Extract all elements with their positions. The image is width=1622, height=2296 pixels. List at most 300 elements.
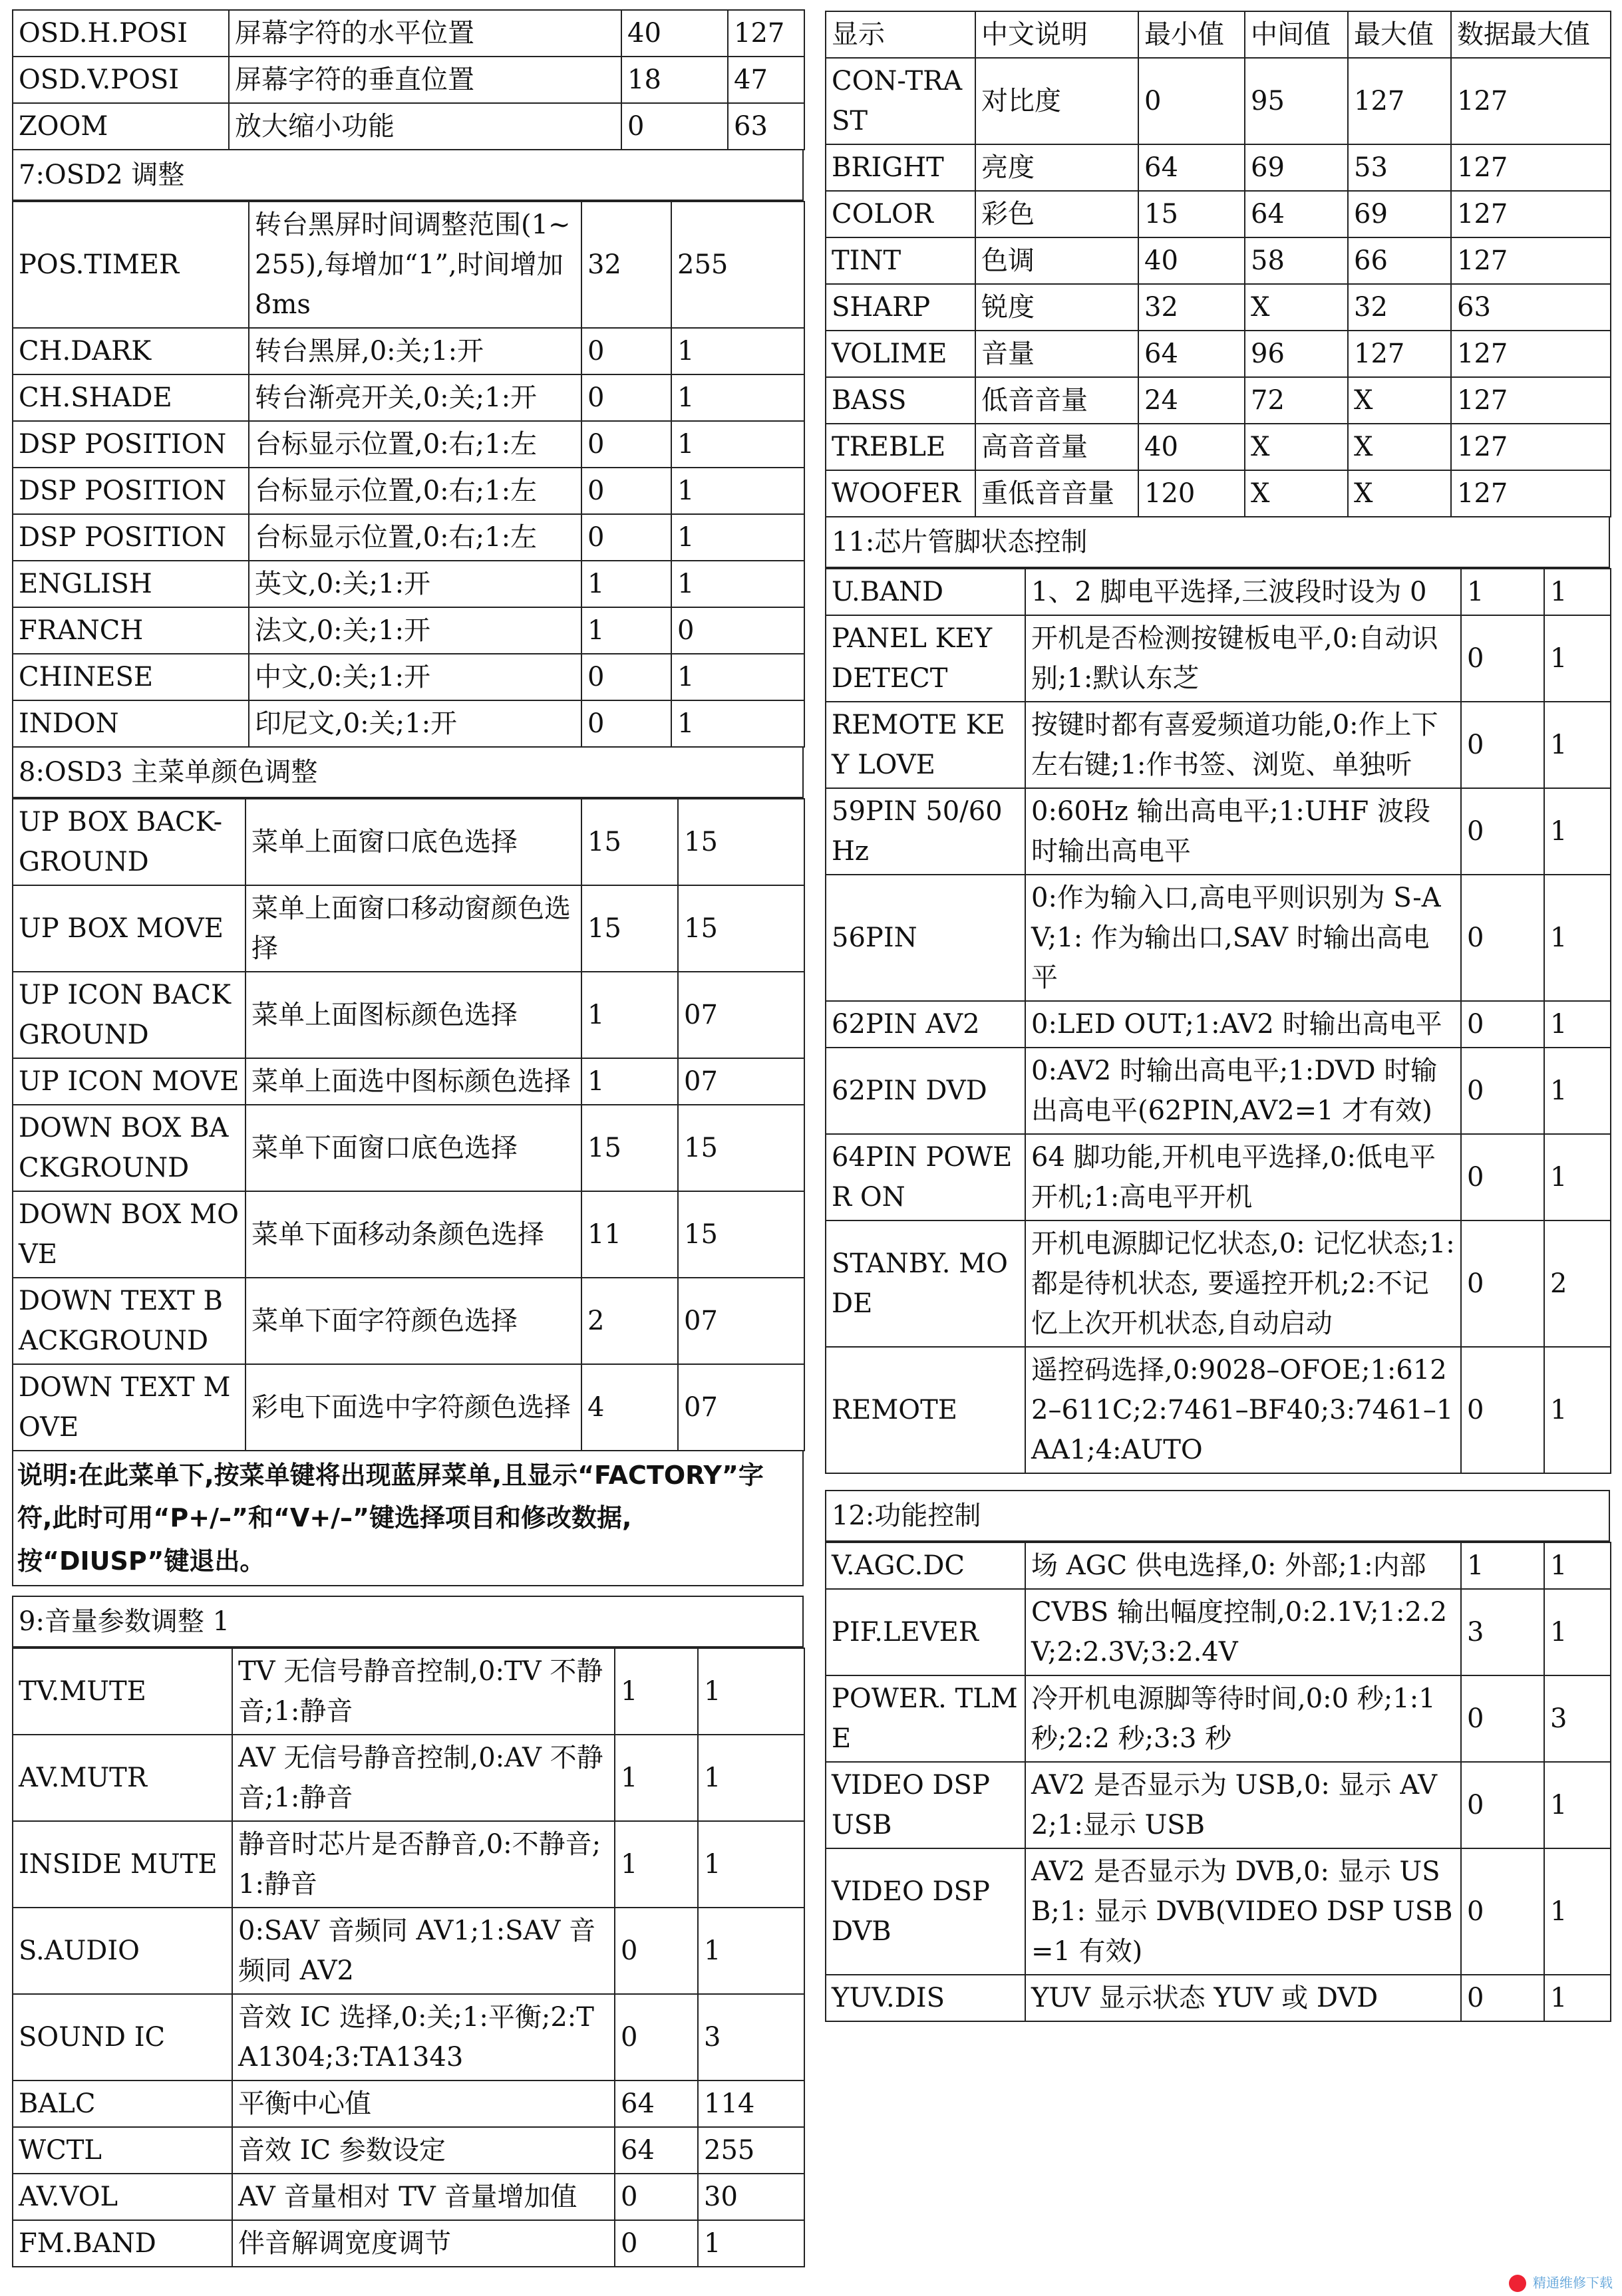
table-row [13,202,804,328]
cell-mid: 72 [1245,377,1348,424]
cell-max: 1 [671,468,804,514]
table-row [826,284,1611,331]
table-row [13,57,804,103]
cell-max: 1 [1544,1975,1611,2021]
cell-mid: 95 [1245,58,1348,144]
cell-desc: 场 AGC 供电选择,0: 外部;1:内部 [1025,1542,1461,1589]
table-row [13,103,804,150]
cell-desc: 0:SAV 音频同 AV1;1:SAV 音频同 AV2 [232,1908,615,1994]
cell-min: 0 [615,2174,698,2220]
header-min: 最小值 [1138,11,1245,58]
cell-dmax: 127 [1451,470,1611,517]
cell-desc: 平衡中心值 [232,2081,615,2127]
cell-max: 1 [1544,615,1611,702]
cell-max: 1 [1544,1848,1611,1975]
cell-code: 62PIN AV2 [826,1001,1025,1048]
cell-desc: 屏幕字符的垂直位置 [229,57,621,103]
cell-max: X [1348,377,1451,424]
cell-code: PANEL KEY DETECT [826,615,1025,702]
cell-code: COLOR [826,191,975,237]
cell-desc: 音效 IC 选择,0:关;1:平衡;2:TA1304;3:TA1343 [232,1994,615,2081]
cell-max: 2 [1544,1220,1611,1347]
cell-code: BALC [13,2081,232,2127]
table-row [13,885,804,972]
cell-desc: AV 音量相对 TV 音量增加值 [232,2174,615,2220]
cell-desc: 屏幕字符的水平位置 [229,10,621,57]
cell-min: 0 [1461,1848,1544,1975]
table-row [13,421,804,468]
table-row [13,10,804,57]
cell-desc: 0:作为输入口,高电平则识别为 S-AV;1: 作为输出口,SAV 时输出高电平 [1025,875,1461,1001]
cell-max: 3 [1544,1675,1611,1762]
cell-max: 255 [671,202,804,328]
cell-min: 15 [581,799,678,885]
cell-max: 32 [1348,284,1451,331]
cell-max: 1 [671,328,804,374]
header-mid: 中间值 [1245,11,1348,58]
cell-desc: 菜单上面窗口移动窗颜色选择 [245,885,581,972]
osd3-note: 说明:在此菜单下,按菜单键将出现蓝屏菜单,且显示“FACTORY”字符,此时可用“P+/–”和“V+/–”键选择项目和修改数据,按“DIUSP”键退出。 [12,1451,804,1587]
cell-min: 40 [621,10,728,57]
cell-desc: 静音时芯片是否静音,0:不静音;1:静音 [232,1821,615,1908]
cell-max: 1 [671,514,804,561]
cell-max: 1 [671,374,804,421]
cell-code: UP BOX BACK-GROUND [13,799,245,885]
cell-desc: AV2 是否显示为 DVB,0: 显示 USB;1: 显示 DVB(VIDEO DSP USB=1 有效) [1025,1848,1461,1975]
cell-min: 0 [1461,1001,1544,1048]
section-title-osd3: 8:OSD3 主菜单颜色调整 [12,748,804,798]
cell-max: 1 [671,654,804,700]
cell-min: 0 [1461,1347,1544,1473]
table-row [826,1048,1611,1134]
table-row [13,1191,804,1278]
table-row [826,424,1611,470]
cell-code: 56PIN [826,875,1025,1001]
cell-min: 24 [1138,377,1245,424]
cell-max: 3 [698,1994,804,2081]
cell-min: 1 [615,1735,698,1821]
cell-code: S.AUDIO [13,1908,232,1994]
cell-code: DSP POSITION [13,421,249,468]
table-row [13,468,804,514]
cell-desc: 音效 IC 参数设定 [232,2127,615,2174]
cell-max: 07 [678,1058,804,1105]
cell-max: 1 [698,2220,804,2267]
cell-dmax: 127 [1451,424,1611,470]
cell-min: 1 [615,1648,698,1735]
cell-max: 07 [678,972,804,1058]
cell-mid: X [1245,284,1348,331]
cell-desc: 菜单下面窗口底色选择 [245,1105,581,1191]
cell-desc: 转台渐亮开关,0:关;1:开 [249,374,581,421]
cell-mid: 58 [1245,237,1348,284]
cell-desc: 转台黑屏,0:关;1:开 [249,328,581,374]
cell-code: CHINESE [13,654,249,700]
table-row [13,2081,804,2127]
cell-code: WCTL [13,2127,232,2174]
watermark-logo-icon [1509,2275,1526,2292]
cell-code: DOWN BOX BACKGROUND [13,1105,245,1191]
table-row [826,1589,1611,1675]
cell-code: DSP POSITION [13,468,249,514]
cell-min: 0 [615,1994,698,2081]
cell-desc: 伴音解调宽度调节 [232,2220,615,2267]
cell-min: 0 [1461,788,1544,875]
cell-min: 40 [1138,424,1245,470]
cell-max: 1 [698,1648,804,1735]
cell-code: TV.MUTE [13,1648,232,1735]
cell-desc: 色调 [975,237,1138,284]
cell-desc: 台标显示位置,0:右;1:左 [249,421,581,468]
cell-dmax: 127 [1451,237,1611,284]
cell-desc: 转台黑屏时间调整范围(1~255),每增加“1”,时间增加 8ms [249,202,581,328]
table-row [826,1134,1611,1220]
cell-min: 0 [621,103,728,150]
table-row [826,702,1611,788]
cell-desc: 0:60Hz 输出高电平;1:UHF 波段时输出高电平 [1025,788,1461,875]
osd3-table [12,798,805,1451]
cell-code: VOLIME [826,331,975,377]
cell-min: 32 [1138,284,1245,331]
cell-code: AV.MUTR [13,1735,232,1821]
cell-desc: YUV 显示状态 YUV 或 DVD [1025,1975,1461,2021]
cell-max: 127 [1348,331,1451,377]
cell-max: 0 [671,607,804,654]
table-row [13,1648,804,1735]
cell-code: POS.TIMER [13,202,249,328]
section-title-audio: 9:音量参数调整 1 [12,1596,804,1648]
cell-min: 1 [615,1821,698,1908]
cell-max: 63 [728,103,804,150]
cell-mid: 96 [1245,331,1348,377]
cell-desc: 英文,0:关;1:开 [249,561,581,607]
cell-desc: 锐度 [975,284,1138,331]
cell-max: 1 [1544,1589,1611,1675]
table-row [826,1675,1611,1762]
cell-dmax: 63 [1451,284,1611,331]
cell-max: 127 [728,10,804,57]
cell-code: VIDEO DSP DVB [826,1848,1025,1975]
table-row [826,1975,1611,2021]
table-row [826,1001,1611,1048]
table-row [13,607,804,654]
cell-code: ZOOM [13,103,229,150]
cell-min: 32 [581,202,671,328]
curve-table [825,11,1611,517]
cell-code: UP BOX MOVE [13,885,245,972]
table-row [826,1542,1611,1589]
cell-min: 0 [581,654,671,700]
cell-desc: 遥控码选择,0:9028–OFOE;1:6122–611C;2:7461–BF40;3:7461–1AA1;4:AUTO [1025,1347,1461,1473]
cell-desc: 对比度 [975,58,1138,144]
cell-code: FRANCH [13,607,249,654]
header-description: 中文说明 [975,11,1138,58]
cell-max: 1 [1544,788,1611,875]
cell-code: REMOTE KEY LOVE [826,702,1025,788]
cell-desc: 菜单下面字符颜色选择 [245,1278,581,1364]
table-row [826,331,1611,377]
table-row [13,328,804,374]
cell-code: TINT [826,237,975,284]
cell-min: 1 [1461,1542,1544,1589]
cell-max: 1 [671,421,804,468]
cell-code: U.BAND [826,569,1025,615]
table-row [13,1364,804,1451]
cell-max: 127 [1348,58,1451,144]
cell-max: X [1348,424,1451,470]
cell-dmax: 127 [1451,144,1611,191]
cell-min: 0 [1461,875,1544,1001]
header-data-max: 数据最大值 [1451,11,1611,58]
pins-table [825,568,1611,1474]
cell-min: 1 [581,607,671,654]
cell-desc: 1、2 脚电平选择,三波段时设为 0 [1025,569,1461,615]
cell-desc: 音量 [975,331,1138,377]
cell-min: 15 [1138,191,1245,237]
cell-max: 07 [678,1278,804,1364]
cell-desc: CVBS 输出幅度控制,0:2.1V;1:2.2V;2:2.3V;3:2.4V [1025,1589,1461,1675]
cell-min: 15 [581,885,678,972]
cell-desc: 菜单下面移动条颜色选择 [245,1191,581,1278]
cell-min: 3 [1461,1589,1544,1675]
cell-desc: 放大缩小功能 [229,103,621,150]
cell-max: 1 [698,1821,804,1908]
cell-code: INSIDE MUTE [13,1821,232,1908]
cell-min: 0 [581,328,671,374]
cell-min: 4 [581,1364,678,1451]
cell-code: 59PIN 50/60Hz [826,788,1025,875]
cell-code: REMOTE [826,1347,1025,1473]
cell-max: 07 [678,1364,804,1451]
cell-max: 1 [698,1908,804,1994]
cell-desc: 重低音音量 [975,470,1138,517]
table-row [13,2220,804,2267]
header-max: 最大值 [1348,11,1451,58]
cell-min: 0 [1461,1048,1544,1134]
cell-code: FM.BAND [13,2220,232,2267]
cell-max: X [1348,470,1451,517]
table-row [13,1105,804,1191]
table-row [826,1762,1611,1848]
right-column [825,0,1610,2022]
cell-min: 0 [1461,1220,1544,1347]
cell-code: PIF.LEVER [826,1589,1025,1675]
cell-code: DOWN TEXT BACKGROUND [13,1278,245,1364]
cell-desc: 开机是否检测按键板电平,0:自动识别;1:默认东芝 [1025,615,1461,702]
table-row [826,191,1611,237]
cell-min: 11 [581,1191,678,1278]
table-row [13,799,804,885]
cell-desc: 高音音量 [975,424,1138,470]
cell-desc: 台标显示位置,0:右;1:左 [249,468,581,514]
cell-min: 1 [1461,569,1544,615]
cell-code: STANBY. MODE [826,1220,1025,1347]
cell-code: POWER. TLME [826,1675,1025,1762]
cell-min: 1 [581,1058,678,1105]
cell-desc: 印尼文,0:关;1:开 [249,700,581,747]
cell-max: 15 [678,799,804,885]
table-row [826,569,1611,615]
table-row [13,1821,804,1908]
cell-min: 0 [1461,615,1544,702]
table-row [13,2174,804,2220]
cell-desc: 菜单上面窗口底色选择 [245,799,581,885]
cell-code: AV.VOL [13,2174,232,2220]
cell-max: 1 [1544,1134,1611,1220]
cell-max: 1 [1544,702,1611,788]
cell-code: DOWN BOX MOVE [13,1191,245,1278]
left-column [12,0,804,2267]
cell-desc: TV 无信号静音控制,0:TV 不静音;1:静音 [232,1648,615,1735]
cell-desc: 彩色 [975,191,1138,237]
func-table [825,1542,1611,2022]
cell-max: 1 [671,561,804,607]
cell-code: CH.SHADE [13,374,249,421]
table-row [826,470,1611,517]
table-row [13,700,804,747]
cell-code: 64PIN POWER ON [826,1134,1025,1220]
cell-max: 1 [698,1735,804,1821]
cell-min: 1 [581,972,678,1058]
cell-code: UP ICON MOVE [13,1058,245,1105]
cell-code: INDON [13,700,249,747]
cell-dmax: 127 [1451,58,1611,144]
cell-mid: X [1245,470,1348,517]
cell-min: 64 [1138,331,1245,377]
cell-min: 40 [1138,237,1245,284]
cell-desc: 64 脚功能,开机电平选择,0:低电平开机;1:高电平开机 [1025,1134,1461,1220]
osd2-table [12,201,805,748]
cell-dmax: 127 [1451,331,1611,377]
cell-desc: 法文,0:关;1:开 [249,607,581,654]
cell-desc: 台标显示位置,0:右;1:左 [249,514,581,561]
cell-max: 1 [1544,1001,1611,1048]
cell-desc: 亮度 [975,144,1138,191]
cell-min: 0 [1461,1975,1544,2021]
cell-desc: 冷开机电源脚等待时间,0:0 秒;1:1 秒;2:2 秒;3:3 秒 [1025,1675,1461,1762]
cell-min: 2 [581,1278,678,1364]
cell-max: 15 [678,1191,804,1278]
cell-min: 0 [1138,58,1245,144]
cell-max: 1 [671,700,804,747]
cell-dmax: 127 [1451,377,1611,424]
table-row [13,561,804,607]
cell-mid: X [1245,424,1348,470]
cell-max: 47 [728,57,804,103]
table-row [13,2127,804,2174]
watermark-text: 精通维修下载 [1533,2274,1613,2291]
cell-min: 120 [1138,470,1245,517]
cell-min: 0 [1461,702,1544,788]
cell-desc: AV2 是否显示为 USB,0: 显示 AV2;1:显示 USB [1025,1762,1461,1848]
cell-code: CH.DARK [13,328,249,374]
cell-max: 1 [1544,1347,1611,1473]
cell-code: SOUND IC [13,1994,232,2081]
cell-desc: AV 无信号静音控制,0:AV 不静音;1:静音 [232,1735,615,1821]
cell-min: 0 [581,374,671,421]
cell-max: 1 [1544,1542,1611,1589]
cell-max: 1 [1544,1762,1611,1848]
cell-code: SHARP [826,284,975,331]
cell-max: 114 [698,2081,804,2127]
cell-min: 0 [1461,1134,1544,1220]
table-row [13,1278,804,1364]
audio-table [12,1648,805,2267]
cell-min: 0 [581,421,671,468]
cell-code: TREBLE [826,424,975,470]
table-row [826,1220,1611,1347]
section-title-pins: 11:芯片管脚状态控制 [825,517,1610,568]
table-row [826,377,1611,424]
cell-min: 0 [1461,1762,1544,1848]
cell-desc: 菜单上面选中图标颜色选择 [245,1058,581,1105]
table-row [13,972,804,1058]
cell-min: 0 [581,700,671,747]
table-row [826,1347,1611,1473]
cell-desc: 中文,0:关;1:开 [249,654,581,700]
cell-min: 64 [1138,144,1245,191]
cell-code: CON-TRAST [826,58,975,144]
cell-min: 1 [581,561,671,607]
cell-min: 0 [615,1908,698,1994]
cell-min: 64 [615,2081,698,2127]
cell-mid: 64 [1245,191,1348,237]
cell-max: 1 [1544,569,1611,615]
cell-code: V.AGC.DC [826,1542,1025,1589]
cell-min: 0 [581,468,671,514]
cell-code: BASS [826,377,975,424]
header-display: 显示 [826,11,975,58]
table-row [13,1908,804,1994]
cell-min: 0 [581,514,671,561]
cell-min: 0 [1461,1675,1544,1762]
cell-max: 15 [678,1105,804,1191]
table-row [826,875,1611,1001]
cell-min: 0 [615,2220,698,2267]
curve-header-row [826,11,1611,58]
cell-code: OSD.V.POSI [13,57,229,103]
cell-min: 15 [581,1105,678,1191]
table-row [13,374,804,421]
cell-max: 15 [678,885,804,972]
cell-max: 66 [1348,237,1451,284]
cell-dmax: 127 [1451,191,1611,237]
cell-code: VIDEO DSP USB [826,1762,1025,1848]
table-row [13,1994,804,2081]
cell-code: DOWN TEXT MOVE [13,1364,245,1451]
cell-code: ENGLISH [13,561,249,607]
cell-code: WOOFER [826,470,975,517]
table-row [13,654,804,700]
table-row [13,1058,804,1105]
left-top-table [12,9,805,150]
cell-min: 64 [615,2127,698,2174]
cell-max: 53 [1348,144,1451,191]
table-row [826,144,1611,191]
cell-code: OSD.H.POSI [13,10,229,57]
table-row [826,237,1611,284]
cell-max: 30 [698,2174,804,2220]
cell-min: 18 [621,57,728,103]
cell-desc: 按键时都有喜爱频道功能,0:作上下左右键;1:作书签、浏览、单独听 [1025,702,1461,788]
table-row [826,788,1611,875]
cell-max: 69 [1348,191,1451,237]
watermark [1509,2272,1613,2293]
cell-desc: 0:LED OUT;1:AV2 时输出高电平 [1025,1001,1461,1048]
cell-desc: 开机电源脚记忆状态,0: 记忆状态;1: 都是待机状态, 要遥控开机;2:不记忆上次开机状态,自动启动 [1025,1220,1461,1347]
cell-code: DSP POSITION [13,514,249,561]
section-title-func: 12:功能控制 [825,1490,1610,1542]
